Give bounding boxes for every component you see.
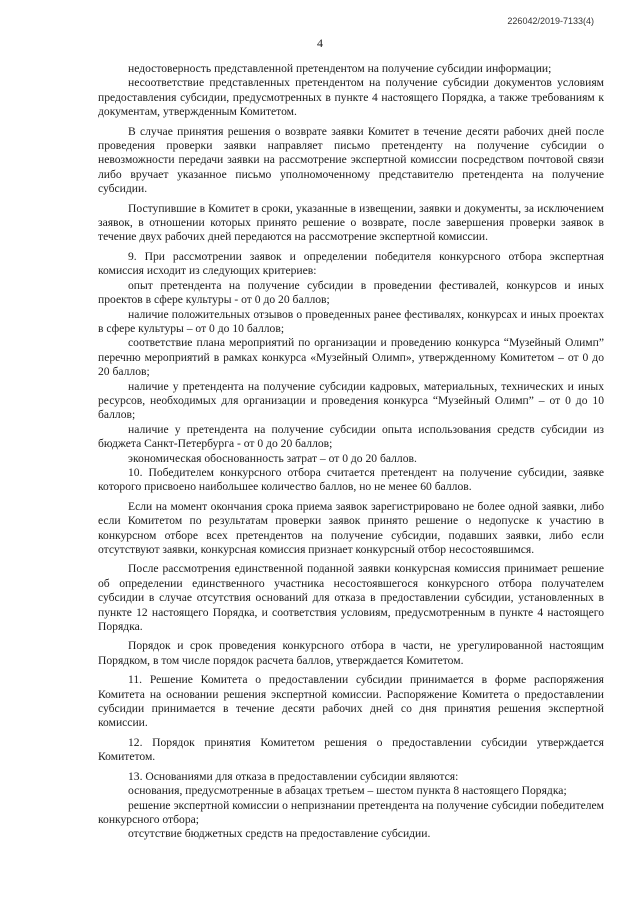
page-number: 4 bbox=[317, 36, 323, 50]
paragraph: Порядок и срок проведения конкурсного отбора в части, не урегулированной настоящим Порядком, в том числе порядок расчета баллов, утверждается Комитетом. bbox=[98, 639, 604, 667]
criterion-item: наличие у претендента на получение субсидии опыта использования средств субсидии из бюджета Санкт-Петербурга - от 0 до 20 баллов; bbox=[98, 422, 604, 451]
paragraph: 12. Порядок принятия Комитетом решения о предоставлении субсидии утверждается Комитетом. bbox=[98, 735, 604, 764]
paragraph: недостоверность представленной претендентом на получение субсидии информации; bbox=[128, 62, 552, 75]
document-number: 226042/2019-7133(4) bbox=[507, 16, 594, 26]
paragraph: Поступившие в Комитет в сроки, указанные в извещении, заявки и документы, за исключением заявок, в отношении которых принято решение о возврате, после завершения проверки заявок в течение двух рабочих дней передаются на рассмотрение экспертной комиссии. bbox=[98, 201, 604, 244]
refusal-ground: решение экспертной комиссии о непризнании претендента на получение субсидии победителем конкурсного отбора; bbox=[98, 798, 604, 826]
refusal-ground: отсутствие бюджетных средств на предоставление субсидии. bbox=[128, 827, 431, 841]
paragraph: После рассмотрения единственной поданной заявки конкурсная комиссия принимает решение об определении единственного участника несостоявшегося конкурсного отбора получателем субсидии в случае отсутствия оснований для отказа в предоставлении субсидии, установленных в пункте 12 настоящего Порядка, и соответствия условиям, предусмотренным в пункте 4 настоящего Порядка. bbox=[98, 562, 604, 634]
paragraph: 13. Основаниями для отказа в предоставлении субсидии являются: bbox=[128, 769, 459, 783]
criterion-item: наличие положительных отзывов о проведенных ранее фестивалях, конкурсах и иных проектах в сфере культуры – от 0 до 10 баллов; bbox=[98, 307, 604, 335]
paragraph: 11. Решение Комитета о предоставлении субсидии принимается в форме распоряжения Комитета на основании решения экспертной комиссии. Распоряжение Комитета о предоставлении субсидии принимается в течение десяти рабочих дней со дня принятия решения экспертной комиссии. bbox=[98, 673, 604, 730]
refusal-ground: основания, предусмотренные в абзацах третьем – шестом пункта 8 настоящего Порядка; bbox=[128, 784, 567, 798]
criterion-item: наличие у претендента на получение субсидии кадровых, материальных, технических и иных ресурсов, необходимых для организации и проведения конкурса “Музейный Олимп” – от 0 до 10 баллов; bbox=[98, 379, 604, 422]
paragraph: В случае принятия решения о возврате заявки Комитет в течение десяти рабочих дней после проведения проверки заявки направляет письмо претенденту на получение субсидии о невозможности передачи заявки на рассмотрение экспертной комиссии посредством почтовой связи либо вручает указанное письмо уполномоченному представителю претендента на получение субсидии. bbox=[98, 124, 604, 196]
paragraph: Если на момент окончания срока приема заявок зарегистрировано не более одной заявки, либо если Комитетом по результатам проверки заявок принято решение о недопуске к участию в конкурсном отборе всех претендентов на получение субсидии, подавших заявки, либо если отсутствуют заявки, конкурсная комиссия признает конкурсный отбор несостоявшимся. bbox=[98, 499, 604, 556]
criterion-item: соответствие плана мероприятий по организации и проведению конкурса “Музейный Олимп” перечню мероприятий в рамках конкурса «Музейный Олимп», утвержденному Комитетом – от 0 до 20 баллов; bbox=[98, 336, 604, 379]
paragraph: 10. Победителем конкурсного отбора считается претендент на получение субсидии, заявке которого присвоено наибольшее количество баллов, но не менее 60 баллов. bbox=[98, 465, 604, 494]
paragraph: несоответствие представленных претендентом на получение субсидии документов условиям предоставления субсидии, предусмотренных в пункте 4 настоящего Порядка, а также требованиям к документам, утвержденным Комитетом. bbox=[98, 76, 604, 119]
criterion-item: экономическая обоснованность затрат – от 0 до 20 баллов. bbox=[128, 451, 417, 465]
criterion-item: опыт претендента на получение субсидии в проведении фестивалей, конкурсов и иных проектов в сфере культуры - от 0 до 20 баллов; bbox=[98, 278, 604, 307]
paragraph: 9. При рассмотрении заявок и определении победителя конкурсного отбора экспертная комиссия исходит из следующих критериев: bbox=[98, 249, 604, 278]
document-body bbox=[98, 62, 604, 842]
